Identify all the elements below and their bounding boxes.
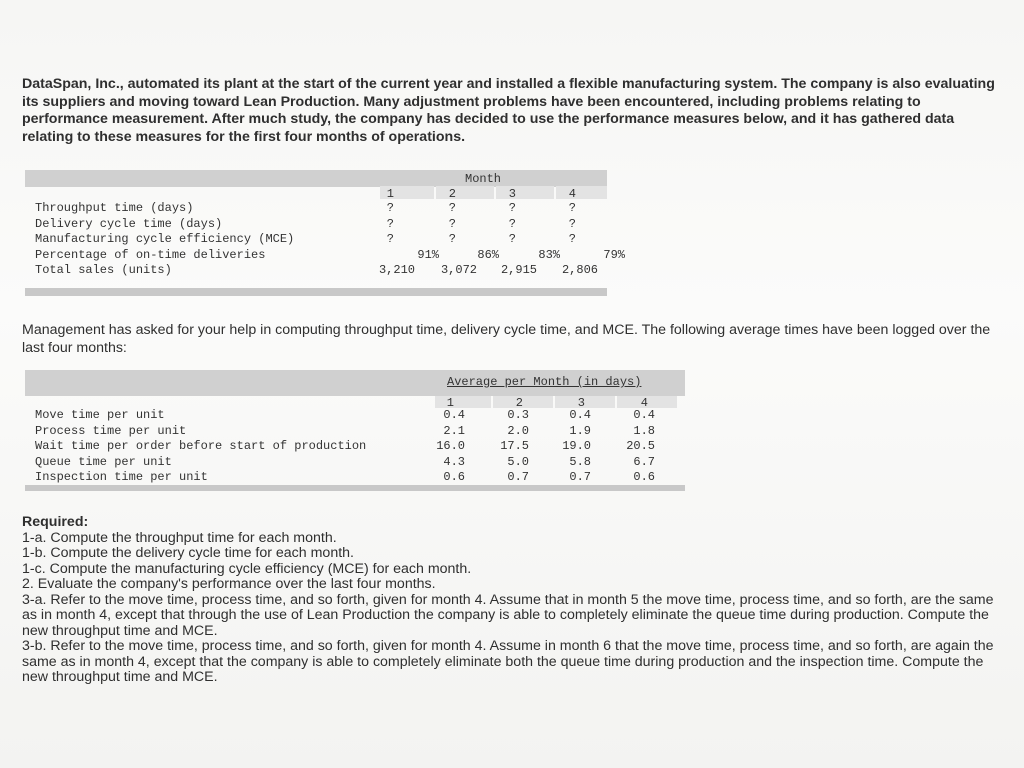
times-table	[25, 370, 685, 484]
management-paragraph: Management has asked for your help in computing throughput time, delivery cycle time, and MCE. The following average times have been logged over the last four months:	[22, 322, 991, 356]
row-label: Percentage of on-time deliveries	[35, 247, 266, 262]
row-value: ?	[386, 232, 394, 246]
measures-table-footer-bar	[25, 288, 607, 296]
row-value: 5.8	[569, 454, 591, 469]
measures-table-header-bar	[25, 170, 607, 187]
row-value: 2.0	[507, 423, 529, 438]
table-row	[25, 232, 607, 248]
required-heading: Required:	[22, 514, 89, 530]
row-value: ?	[508, 216, 516, 231]
required-section	[22, 515, 997, 686]
measures-month-2: 2	[448, 187, 456, 201]
row-value: 1.9	[569, 423, 591, 438]
row-value: 83%	[538, 247, 560, 262]
measures-month-header: Month	[465, 172, 502, 186]
row-value: 0.6	[443, 470, 465, 484]
table-row	[25, 247, 625, 264]
times-group-header: Average per Month (in days)	[447, 375, 642, 389]
row-value: 17.5	[500, 439, 529, 453]
row-value: 0.7	[507, 470, 529, 484]
row-value: 19.0	[562, 439, 591, 453]
row-label: Throughput time (days)	[35, 201, 194, 215]
row-value: 3,072	[440, 263, 477, 277]
row-label: Manufacturing cycle efficiency (MCE)	[35, 232, 295, 246]
times-month-3: 3	[577, 396, 585, 410]
table-row	[25, 408, 685, 424]
times-month-1: 1	[446, 396, 454, 410]
row-value: 4.3	[443, 454, 465, 469]
times-colhead-bg-2	[493, 396, 553, 408]
row-value: 6.7	[633, 454, 655, 469]
row-value: 79%	[603, 247, 625, 262]
row-value: ?	[568, 201, 576, 215]
intro-paragraph: DataSpan, Inc., automated its plant at the start of the current year and installed a flexible manufacturing system. The company is also evaluating its suppliers and moving toward Lean Production. Many adjustment problems have been encountered, including problems relating to performance measurement. After much study, the company has decided to use the performance measures below, and it has gathered data relating to these measures for the first four months of operations.	[22, 76, 995, 145]
row-label: Inspection time per unit	[35, 470, 208, 484]
times-month-2: 2	[515, 396, 523, 410]
table-row	[25, 455, 685, 471]
row-value: ?	[508, 201, 516, 215]
table-row	[25, 201, 607, 217]
row-value: 5.0	[507, 454, 529, 469]
table-row	[25, 470, 685, 486]
row-label: Delivery cycle time (days)	[35, 216, 223, 231]
times-colhead-bg-3	[555, 396, 615, 408]
times-table-header-bar	[25, 370, 685, 396]
measures-month-1: 1	[386, 187, 394, 201]
row-value: 16.0	[436, 439, 465, 453]
row-value: 0.4	[633, 408, 655, 422]
row-value: ?	[386, 216, 394, 231]
row-value: ?	[568, 216, 576, 231]
row-value: ?	[448, 232, 456, 246]
required-item-3a: 3-a. Refer to the move time, process time, and so forth, given for month 4. Assume that in month 5 the move time, process time, and so forth, are the same as in month 4, except that through the use of Lean Production the company is able to completely eliminate the queue time during production. Compute the new throughput time and MCE.	[22, 591, 994, 639]
measures-month-4: 4	[568, 187, 576, 201]
row-label: Wait time per order before start of production	[35, 439, 367, 453]
row-value: 2,806	[561, 263, 598, 277]
row-label: Process time per unit	[35, 423, 187, 438]
row-value: 0.6	[633, 470, 655, 484]
row-value: 0.7	[569, 470, 591, 484]
times-month-4: 4	[640, 396, 648, 410]
table-row	[25, 424, 685, 440]
row-value: 2,915	[500, 263, 537, 277]
table-row	[25, 439, 685, 455]
times-table-footer-bar	[25, 485, 685, 491]
row-value: 2.1	[443, 423, 465, 438]
required-item-1a: 1-a. Compute the throughput time for each month.	[22, 529, 337, 546]
row-value: 20.5	[626, 439, 655, 453]
row-value: 86%	[477, 247, 499, 262]
required-item-1c: 1-c. Compute the manufacturing cycle efficiency (MCE) for each month.	[22, 560, 472, 577]
row-value: 0.4	[443, 408, 465, 422]
row-value: ?	[386, 201, 394, 215]
row-value: 91%	[417, 247, 439, 262]
table-row	[25, 263, 607, 279]
row-value: ?	[448, 201, 456, 215]
row-label: Move time per unit	[35, 408, 165, 422]
row-label: Total sales (units)	[35, 263, 172, 277]
table-row	[25, 217, 607, 233]
row-value: 0.3	[507, 408, 529, 422]
row-value: ?	[568, 232, 576, 246]
required-item-2: 2. Evaluate the company's performance over the last four months.	[22, 576, 436, 592]
row-label: Queue time per unit	[35, 454, 172, 469]
row-value: 1.8	[633, 423, 655, 438]
required-item-1b: 1-b. Compute the delivery cycle time for each month.	[22, 545, 354, 561]
row-value: 0.4	[569, 408, 591, 422]
row-value: ?	[508, 232, 516, 246]
row-value: ?	[448, 216, 456, 231]
row-value: 3,210	[378, 263, 415, 277]
measures-month-3: 3	[508, 187, 516, 201]
measures-table	[25, 170, 625, 277]
required-item-3b: 3-b. Refer to the move time, process time, and so forth, given for month 4. Assume in month 6 that the move time, process time, and so forth, are again the same as in month 4, except that the company is able to completely eliminate both the queue time during production and the inspection time. Compute the new throughput time and MCE.	[22, 638, 994, 685]
